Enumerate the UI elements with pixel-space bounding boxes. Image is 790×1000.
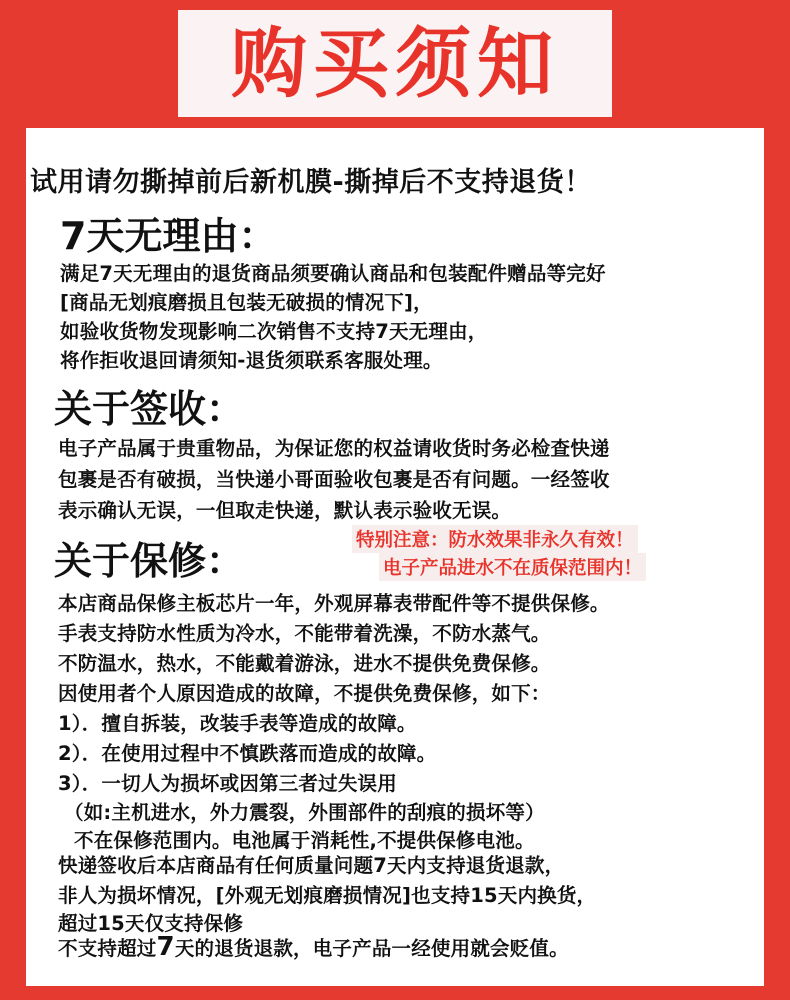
receipt-line: 表示确认无误，一但取走快递，默认表示验收无误。 xyxy=(58,499,512,522)
receipt-line: 电子产品属于贵重物品，为保证您的权益请收货时务必检查快递 xyxy=(58,437,610,460)
warranty-last-line xyxy=(58,932,569,962)
warranty-line: 1）．擅自拆装，改装手表等造成的故障。 xyxy=(58,712,417,735)
receipt-line: 包裹是否有破损，当快递小哥面验收包裹是否有问题。一经签收 xyxy=(58,468,610,491)
warranty-line: 快递签收后本店商品有任何质量问题7天内支持退货退款， xyxy=(58,854,565,877)
no-reason-line: [商品无划痕磨损且包装无破损的情况下]， xyxy=(60,291,433,314)
warranty-line: 手表支持防水性质为冷水，不能带着洗澡，不防水蒸气。 xyxy=(58,622,551,645)
warranty-line: （如:主机进水，外力震裂，外围部件的刮痕的损坏等） xyxy=(64,801,545,824)
page-title: 购买须知 xyxy=(231,18,559,108)
last-line-end: 天的退货退款，电子产品一经使用就会贬值。 xyxy=(174,937,569,960)
title-banner xyxy=(178,10,612,117)
warranty-line: 非人为损坏情况，[外观无划痕磨损情况]也支持15天内换货， xyxy=(58,884,597,907)
waterproof-note: 特别注意：防水效果非永久有效！ xyxy=(352,525,638,553)
no-reason-line: 将作拒收退回请须知-退货须联系客服处理。 xyxy=(60,349,443,372)
no-reason-line: 如验收货物发现影响二次销售不支持7天无理由， xyxy=(60,320,488,343)
last-line-start: 不支持超过 xyxy=(58,937,157,960)
warranty-line: 2）．在使用过程中不慎跌落而造成的故障。 xyxy=(58,742,437,765)
no-reason-line: 满足7天无理由的退货商品须要确认商品和包装配件赠品等完好 xyxy=(60,262,606,285)
warranty-line: 不在保修范围内。电池属于消耗性,不提供保修电池。 xyxy=(74,829,535,852)
seven-days-number: 7 xyxy=(156,932,175,962)
warranty-line: 不防温水，热水，不能戴着游泳，进水不提供免费保修。 xyxy=(58,652,551,675)
heading-receipt: 关于签收： xyxy=(54,387,245,431)
warranty-line: 本店商品保修主板芯片一年，外观屏幕表带配件等不提供保修。 xyxy=(58,592,610,615)
film-warning: 试用请勿撕掉前后新机膜-撕掉后不支持退货！ xyxy=(30,167,592,198)
heading-no-reason: 7天无理由： xyxy=(60,214,277,258)
water-damage-note: 电子产品进水不在质保范围内！ xyxy=(379,553,646,581)
warranty-line: 超过15天仅支持保修 xyxy=(58,912,244,935)
heading-warranty: 关于保修： xyxy=(54,539,245,583)
warranty-line: 因使用者个人原因造成的故障，不提供免费保修，如下： xyxy=(58,682,551,705)
warranty-line: 3）．一切人为损坏或因第三者过失误用 xyxy=(58,772,397,795)
